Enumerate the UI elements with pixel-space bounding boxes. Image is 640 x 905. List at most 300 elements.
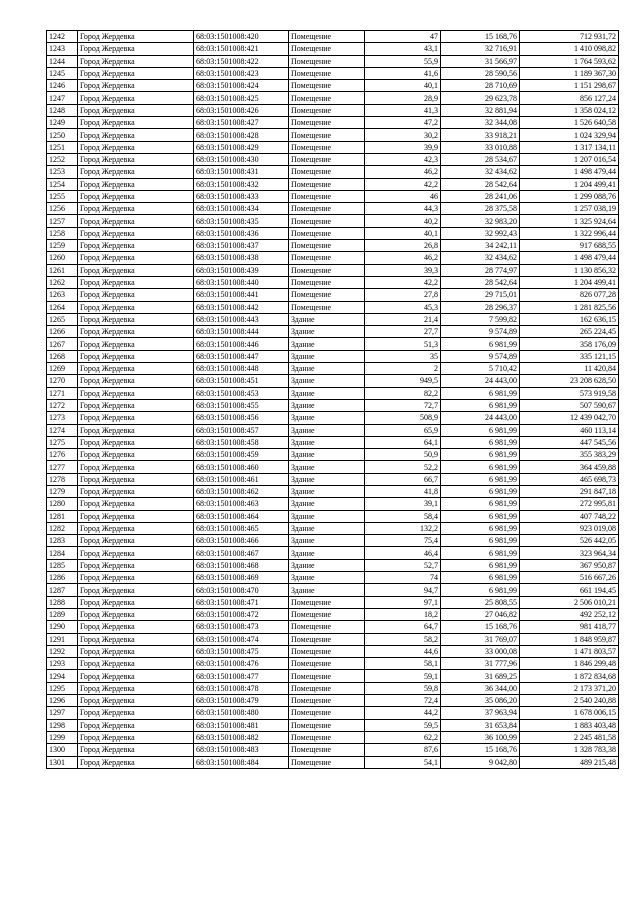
cadastral-value-cell: 355 383,29 (520, 449, 619, 461)
object-type-cell: Здание (289, 461, 365, 473)
area-cell: 27,8 (365, 289, 441, 301)
locality-cell: Город Жердевка (78, 731, 194, 743)
locality-cell: Город Жердевка (78, 596, 194, 608)
table-row (47, 645, 619, 657)
object-type-cell: Помещение (289, 756, 365, 768)
locality-cell: Город Жердевка (78, 756, 194, 768)
locality-cell: Город Жердевка (78, 289, 194, 301)
row-number-cell: 1291 (47, 633, 78, 645)
locality-cell: Город Жердевка (78, 227, 194, 239)
area-cell: 40,2 (365, 215, 441, 227)
area-cell: 66,7 (365, 473, 441, 485)
row-number-cell: 1256 (47, 203, 78, 215)
area-cell: 75,4 (365, 535, 441, 547)
table-row (47, 215, 619, 227)
area-cell: 47 (365, 31, 441, 43)
cadastral-number-cell: 68:03:1501008:429 (194, 141, 289, 153)
unit-cost-cell: 6 981,99 (441, 449, 520, 461)
area-cell: 43,1 (365, 43, 441, 55)
cadastral-value-cell: 407 748,22 (520, 510, 619, 522)
unit-cost-cell: 27 046,82 (441, 608, 520, 620)
table-body (47, 31, 619, 769)
table-row (47, 436, 619, 448)
cadastral-number-cell: 68:03:1501008:466 (194, 535, 289, 547)
cadastral-value-cell: 1 257 038,19 (520, 203, 619, 215)
unit-cost-cell: 28 375,58 (441, 203, 520, 215)
object-type-cell: Здание (289, 326, 365, 338)
cadastral-number-cell: 68:03:1501008:462 (194, 485, 289, 497)
cadastral-value-cell: 265 224,45 (520, 326, 619, 338)
unit-cost-cell: 28 590,56 (441, 67, 520, 79)
cadastral-number-cell: 68:03:1501008:469 (194, 572, 289, 584)
area-cell: 508,9 (365, 412, 441, 424)
area-cell: 59,5 (365, 719, 441, 731)
unit-cost-cell: 15 168,76 (441, 31, 520, 43)
table-row (47, 203, 619, 215)
row-number-cell: 1295 (47, 682, 78, 694)
object-type-cell: Помещение (289, 633, 365, 645)
object-type-cell: Помещение (289, 658, 365, 670)
locality-cell: Город Жердевка (78, 682, 194, 694)
area-cell: 39,9 (365, 141, 441, 153)
unit-cost-cell: 33 918,21 (441, 129, 520, 141)
area-cell: 65,9 (365, 424, 441, 436)
cadastral-value-cell: 323 964,34 (520, 547, 619, 559)
cadastral-number-cell: 68:03:1501008:482 (194, 731, 289, 743)
area-cell: 58,1 (365, 658, 441, 670)
object-type-cell: Помещение (289, 240, 365, 252)
area-cell: 52,2 (365, 461, 441, 473)
cadastral-value-cell: 1 410 098,82 (520, 43, 619, 55)
cadastral-value-cell: 917 688,55 (520, 240, 619, 252)
locality-cell: Город Жердевка (78, 363, 194, 375)
cadastral-number-cell: 68:03:1501008:439 (194, 264, 289, 276)
cadastral-number-cell: 68:03:1501008:426 (194, 104, 289, 116)
table-row (47, 313, 619, 325)
cadastral-value-cell: 1 207 016,54 (520, 153, 619, 165)
unit-cost-cell: 6 981,99 (441, 522, 520, 534)
table-row (47, 461, 619, 473)
unit-cost-cell: 31 777,96 (441, 658, 520, 670)
unit-cost-cell: 31 566,97 (441, 55, 520, 67)
area-cell: 44,2 (365, 707, 441, 719)
row-number-cell: 1261 (47, 264, 78, 276)
object-type-cell: Помещение (289, 117, 365, 129)
area-cell: 74 (365, 572, 441, 584)
locality-cell: Город Жердевка (78, 608, 194, 620)
table-row (47, 510, 619, 522)
cadastral-number-cell: 68:03:1501008:477 (194, 670, 289, 682)
cadastral-number-cell: 68:03:1501008:460 (194, 461, 289, 473)
object-type-cell: Помещение (289, 203, 365, 215)
locality-cell: Город Жердевка (78, 658, 194, 670)
unit-cost-cell: 24 443,00 (441, 375, 520, 387)
area-cell: 46,2 (365, 252, 441, 264)
cadastral-number-cell: 68:03:1501008:423 (194, 67, 289, 79)
cadastral-number-cell: 68:03:1501008:458 (194, 436, 289, 448)
unit-cost-cell: 31 689,25 (441, 670, 520, 682)
area-cell: 94,7 (365, 584, 441, 596)
table-row (47, 92, 619, 104)
cadastral-value-cell: 1 498 479,44 (520, 252, 619, 264)
cadastral-number-cell: 68:03:1501008:480 (194, 707, 289, 719)
locality-cell: Город Жердевка (78, 473, 194, 485)
table-row (47, 682, 619, 694)
area-cell: 42,3 (365, 153, 441, 165)
cadastral-number-cell: 68:03:1501008:427 (194, 117, 289, 129)
row-number-cell: 1253 (47, 166, 78, 178)
row-number-cell: 1282 (47, 522, 78, 534)
unit-cost-cell: 6 981,99 (441, 399, 520, 411)
cadastral-number-cell: 68:03:1501008:468 (194, 559, 289, 571)
table-row (47, 326, 619, 338)
object-type-cell: Помещение (289, 92, 365, 104)
cadastral-number-cell: 68:03:1501008:464 (194, 510, 289, 522)
cadastral-number-cell: 68:03:1501008:481 (194, 719, 289, 731)
locality-cell: Город Жердевка (78, 203, 194, 215)
table-row (47, 55, 619, 67)
locality-cell: Город Жердевка (78, 43, 194, 55)
row-number-cell: 1298 (47, 719, 78, 731)
cadastral-value-cell: 2 540 240,88 (520, 695, 619, 707)
unit-cost-cell: 28 710,69 (441, 80, 520, 92)
cadastral-value-cell: 1 151 298,67 (520, 80, 619, 92)
locality-cell: Город Жердевка (78, 104, 194, 116)
row-number-cell: 1279 (47, 485, 78, 497)
unit-cost-cell: 31 653,84 (441, 719, 520, 731)
row-number-cell: 1284 (47, 547, 78, 559)
table-row (47, 301, 619, 313)
cadastral-number-cell: 68:03:1501008:455 (194, 399, 289, 411)
object-type-cell: Здание (289, 572, 365, 584)
table-row (47, 129, 619, 141)
object-type-cell: Здание (289, 522, 365, 534)
area-cell: 47,2 (365, 117, 441, 129)
locality-cell: Город Жердевка (78, 190, 194, 202)
locality-cell: Город Жердевка (78, 412, 194, 424)
table-row (47, 658, 619, 670)
unit-cost-cell: 6 981,99 (441, 436, 520, 448)
object-type-cell: Здание (289, 547, 365, 559)
row-number-cell: 1286 (47, 572, 78, 584)
object-type-cell: Помещение (289, 67, 365, 79)
row-number-cell: 1293 (47, 658, 78, 670)
table-row (47, 522, 619, 534)
table-row (47, 80, 619, 92)
unit-cost-cell: 6 981,99 (441, 510, 520, 522)
row-number-cell: 1275 (47, 436, 78, 448)
document-page (46, 30, 619, 769)
area-cell: 50,9 (365, 449, 441, 461)
unit-cost-cell: 33 010,88 (441, 141, 520, 153)
object-type-cell: Здание (289, 313, 365, 325)
locality-cell: Город Жердевка (78, 166, 194, 178)
unit-cost-cell: 28 296,37 (441, 301, 520, 313)
unit-cost-cell: 28 542,64 (441, 178, 520, 190)
unit-cost-cell: 32 881,94 (441, 104, 520, 116)
table-row (47, 596, 619, 608)
table-row (47, 559, 619, 571)
cadastral-number-cell: 68:03:1501008:438 (194, 252, 289, 264)
locality-cell: Город Жердевка (78, 338, 194, 350)
row-number-cell: 1297 (47, 707, 78, 719)
area-cell: 51,3 (365, 338, 441, 350)
table-row (47, 153, 619, 165)
area-cell: 64,7 (365, 621, 441, 633)
area-cell: 58,4 (365, 510, 441, 522)
area-cell: 2 (365, 363, 441, 375)
row-number-cell: 1272 (47, 399, 78, 411)
object-type-cell: Помещение (289, 178, 365, 190)
object-type-cell: Здание (289, 338, 365, 350)
cadastral-value-cell: 1 325 924,64 (520, 215, 619, 227)
row-number-cell: 1301 (47, 756, 78, 768)
table-row (47, 31, 619, 43)
table-row (47, 744, 619, 756)
cadastral-value-cell: 856 127,24 (520, 92, 619, 104)
table-row (47, 264, 619, 276)
cadastral-value-cell: 1 872 834,68 (520, 670, 619, 682)
row-number-cell: 1258 (47, 227, 78, 239)
locality-cell: Город Жердевка (78, 559, 194, 571)
area-cell: 39,3 (365, 264, 441, 276)
table-row (47, 240, 619, 252)
locality-cell: Город Жердевка (78, 67, 194, 79)
locality-cell: Город Жердевка (78, 80, 194, 92)
cadastral-number-cell: 68:03:1501008:467 (194, 547, 289, 559)
locality-cell: Город Жердевка (78, 633, 194, 645)
table-row (47, 166, 619, 178)
unit-cost-cell: 28 241,06 (441, 190, 520, 202)
locality-cell: Город Жердевка (78, 55, 194, 67)
unit-cost-cell: 6 981,99 (441, 547, 520, 559)
table-row (47, 399, 619, 411)
row-number-cell: 1271 (47, 387, 78, 399)
row-number-cell: 1278 (47, 473, 78, 485)
unit-cost-cell: 32 434,62 (441, 252, 520, 264)
unit-cost-cell: 6 981,99 (441, 535, 520, 547)
table-row (47, 104, 619, 116)
row-number-cell: 1245 (47, 67, 78, 79)
object-type-cell: Здание (289, 510, 365, 522)
row-number-cell: 1264 (47, 301, 78, 313)
table-row (47, 350, 619, 362)
locality-cell: Город Жердевка (78, 707, 194, 719)
table-row (47, 412, 619, 424)
row-number-cell: 1300 (47, 744, 78, 756)
cadastral-number-cell: 68:03:1501008:436 (194, 227, 289, 239)
cadastral-number-cell: 68:03:1501008:434 (194, 203, 289, 215)
table-row (47, 227, 619, 239)
cadastral-number-cell: 68:03:1501008:442 (194, 301, 289, 313)
row-number-cell: 1270 (47, 375, 78, 387)
cadastral-value-cell: 1 678 006,15 (520, 707, 619, 719)
unit-cost-cell: 6 981,99 (441, 559, 520, 571)
row-number-cell: 1281 (47, 510, 78, 522)
cadastral-value-cell: 1 189 367,30 (520, 67, 619, 79)
cadastral-value-cell: 2 245 481,58 (520, 731, 619, 743)
object-type-cell: Здание (289, 387, 365, 399)
table-row (47, 670, 619, 682)
cadastral-number-cell: 68:03:1501008:461 (194, 473, 289, 485)
cadastral-number-cell: 68:03:1501008:457 (194, 424, 289, 436)
row-number-cell: 1292 (47, 645, 78, 657)
area-cell: 949,5 (365, 375, 441, 387)
cadastral-value-cell: 1 299 088,76 (520, 190, 619, 202)
cadastral-value-cell: 492 252,12 (520, 608, 619, 620)
cadastral-number-cell: 68:03:1501008:431 (194, 166, 289, 178)
area-cell: 52,7 (365, 559, 441, 571)
cadastral-number-cell: 68:03:1501008:478 (194, 682, 289, 694)
table-row (47, 363, 619, 375)
cadastral-number-cell: 68:03:1501008:470 (194, 584, 289, 596)
locality-cell: Город Жердевка (78, 215, 194, 227)
cadastral-number-cell: 68:03:1501008:463 (194, 498, 289, 510)
unit-cost-cell: 34 242,11 (441, 240, 520, 252)
table-row (47, 633, 619, 645)
row-number-cell: 1266 (47, 326, 78, 338)
area-cell: 45,3 (365, 301, 441, 313)
row-number-cell: 1254 (47, 178, 78, 190)
cadastral-number-cell: 68:03:1501008:476 (194, 658, 289, 670)
object-type-cell: Здание (289, 350, 365, 362)
locality-cell: Город Жердевка (78, 621, 194, 633)
locality-cell: Город Жердевка (78, 153, 194, 165)
table-row (47, 43, 619, 55)
table-row (47, 375, 619, 387)
cadastral-value-cell: 367 950,87 (520, 559, 619, 571)
area-cell: 21,4 (365, 313, 441, 325)
locality-cell: Город Жердевка (78, 584, 194, 596)
object-type-cell: Помещение (289, 301, 365, 313)
area-cell: 26,8 (365, 240, 441, 252)
cadastral-number-cell: 68:03:1501008:475 (194, 645, 289, 657)
object-type-cell: Помещение (289, 153, 365, 165)
object-type-cell: Помещение (289, 80, 365, 92)
area-cell: 40,1 (365, 227, 441, 239)
cadastral-value-cell: 826 077,28 (520, 289, 619, 301)
table-row (47, 276, 619, 288)
cadastral-value-cell: 1 358 024,12 (520, 104, 619, 116)
property-table (46, 30, 619, 769)
cadastral-value-cell: 12 439 042,70 (520, 412, 619, 424)
object-type-cell: Здание (289, 535, 365, 547)
unit-cost-cell: 32 992,43 (441, 227, 520, 239)
row-number-cell: 1269 (47, 363, 78, 375)
area-cell: 46 (365, 190, 441, 202)
row-number-cell: 1250 (47, 129, 78, 141)
unit-cost-cell: 31 769,07 (441, 633, 520, 645)
locality-cell: Город Жердевка (78, 498, 194, 510)
area-cell: 82,2 (365, 387, 441, 399)
table-row (47, 141, 619, 153)
table-row (47, 621, 619, 633)
object-type-cell: Здание (289, 584, 365, 596)
row-number-cell: 1289 (47, 608, 78, 620)
unit-cost-cell: 9 574,89 (441, 326, 520, 338)
table-row (47, 190, 619, 202)
locality-cell: Город Жердевка (78, 326, 194, 338)
object-type-cell: Здание (289, 399, 365, 411)
cadastral-number-cell: 68:03:1501008:479 (194, 695, 289, 707)
cadastral-number-cell: 68:03:1501008:428 (194, 129, 289, 141)
object-type-cell: Здание (289, 559, 365, 571)
object-type-cell: Помещение (289, 695, 365, 707)
cadastral-value-cell: 573 919,58 (520, 387, 619, 399)
area-cell: 42,2 (365, 178, 441, 190)
object-type-cell: Здание (289, 436, 365, 448)
row-number-cell: 1287 (47, 584, 78, 596)
cadastral-value-cell: 923 019,08 (520, 522, 619, 534)
unit-cost-cell: 36 100,99 (441, 731, 520, 743)
cadastral-number-cell: 68:03:1501008:453 (194, 387, 289, 399)
area-cell: 59,8 (365, 682, 441, 694)
object-type-cell: Помещение (289, 645, 365, 657)
object-type-cell: Помещение (289, 707, 365, 719)
cadastral-value-cell: 1 846 299,48 (520, 658, 619, 670)
object-type-cell: Помещение (289, 621, 365, 633)
unit-cost-cell: 15 168,76 (441, 621, 520, 633)
row-number-cell: 1277 (47, 461, 78, 473)
unit-cost-cell: 32 344,08 (441, 117, 520, 129)
table-row (47, 387, 619, 399)
locality-cell: Город Жердевка (78, 276, 194, 288)
locality-cell: Город Жердевка (78, 117, 194, 129)
row-number-cell: 1249 (47, 117, 78, 129)
object-type-cell: Здание (289, 485, 365, 497)
area-cell: 42,2 (365, 276, 441, 288)
cadastral-number-cell: 68:03:1501008:444 (194, 326, 289, 338)
area-cell: 64,1 (365, 436, 441, 448)
table-row (47, 608, 619, 620)
cadastral-value-cell: 516 667,26 (520, 572, 619, 584)
cadastral-value-cell: 489 215,48 (520, 756, 619, 768)
object-type-cell: Помещение (289, 744, 365, 756)
unit-cost-cell: 6 981,99 (441, 584, 520, 596)
row-number-cell: 1263 (47, 289, 78, 301)
row-number-cell: 1244 (47, 55, 78, 67)
unit-cost-cell: 35 086,20 (441, 695, 520, 707)
object-type-cell: Помещение (289, 166, 365, 178)
locality-cell: Город Жердевка (78, 695, 194, 707)
locality-cell: Город Жердевка (78, 510, 194, 522)
locality-cell: Город Жердевка (78, 670, 194, 682)
row-number-cell: 1276 (47, 449, 78, 461)
row-number-cell: 1283 (47, 535, 78, 547)
table-row (47, 719, 619, 731)
cadastral-value-cell: 335 121,15 (520, 350, 619, 362)
cadastral-value-cell: 291 847,18 (520, 485, 619, 497)
unit-cost-cell: 9 574,89 (441, 350, 520, 362)
locality-cell: Город Жердевка (78, 645, 194, 657)
cadastral-number-cell: 68:03:1501008:440 (194, 276, 289, 288)
row-number-cell: 1265 (47, 313, 78, 325)
table-row (47, 731, 619, 743)
table-row (47, 695, 619, 707)
cadastral-number-cell: 68:03:1501008:472 (194, 608, 289, 620)
unit-cost-cell: 6 981,99 (441, 572, 520, 584)
area-cell: 54,1 (365, 756, 441, 768)
object-type-cell: Помещение (289, 682, 365, 694)
table-row (47, 547, 619, 559)
cadastral-number-cell: 68:03:1501008:443 (194, 313, 289, 325)
locality-cell: Город Жердевка (78, 141, 194, 153)
cadastral-value-cell: 526 442,05 (520, 535, 619, 547)
table-row (47, 473, 619, 485)
object-type-cell: Помещение (289, 129, 365, 141)
object-type-cell: Помещение (289, 719, 365, 731)
table-row (47, 67, 619, 79)
